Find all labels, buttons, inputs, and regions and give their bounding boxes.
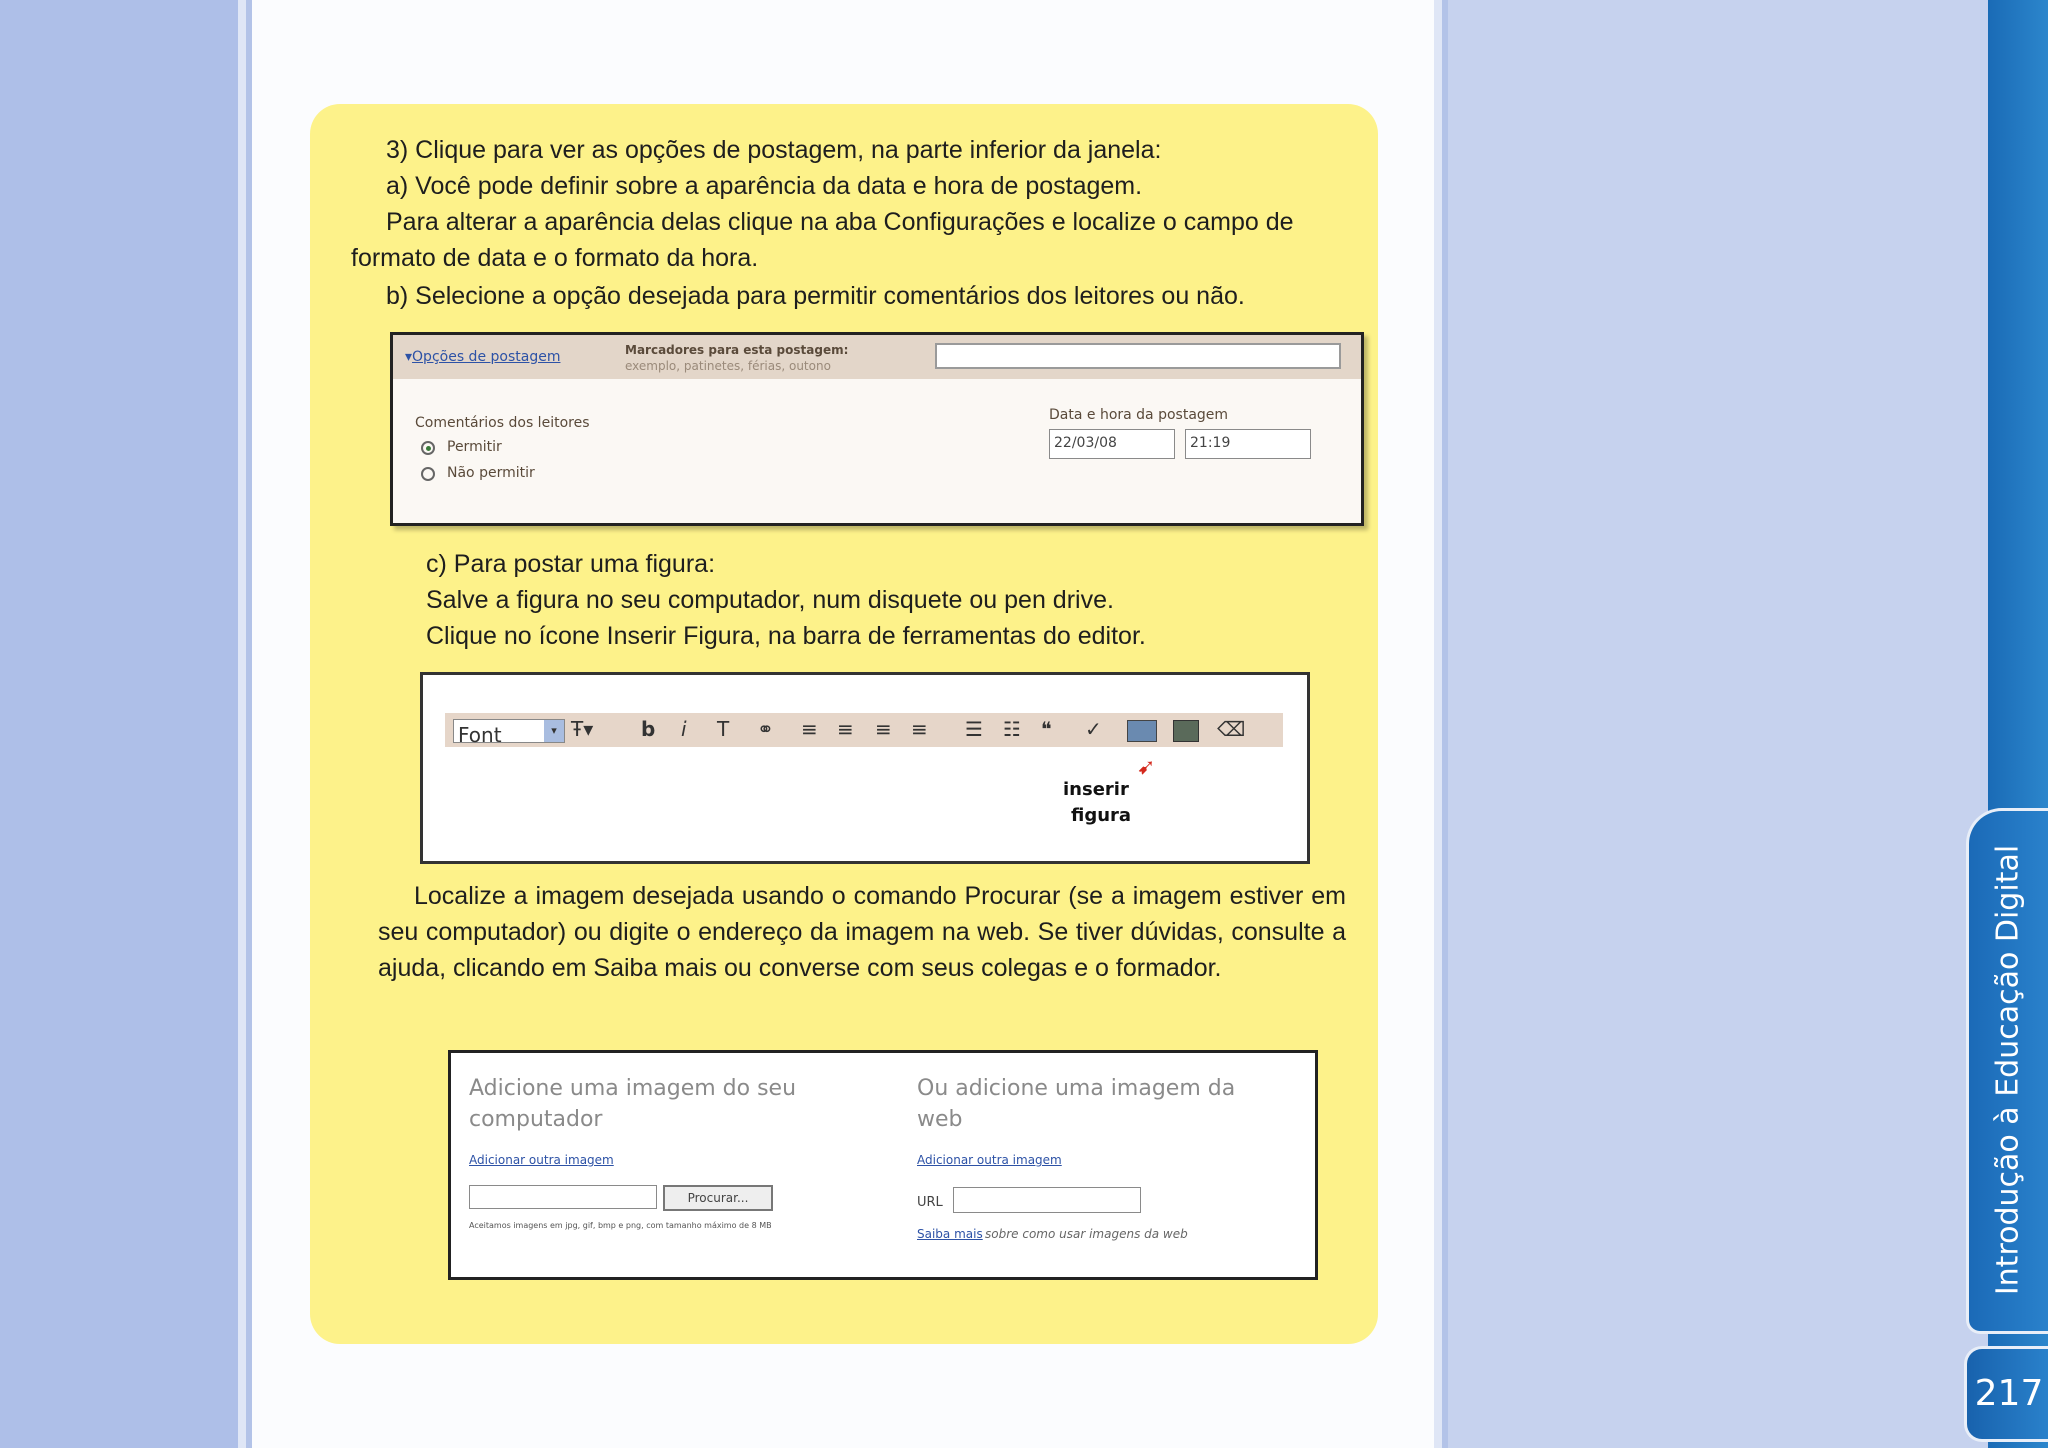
step3-line3: Para alterar a aparência delas clique na aba Configurações e localize o campo de [386, 208, 1294, 236]
divider-right [1434, 0, 1442, 1448]
date-input[interactable] [1049, 429, 1175, 459]
insert-label-line1: inserir [1063, 779, 1129, 800]
bold-icon[interactable]: b [641, 717, 656, 741]
upload-note: Aceitamos imagens em jpg, gif, bmp e png, com tamanho máximo de 8 MB [469, 1221, 772, 1230]
post-options-screenshot [390, 332, 1364, 526]
step3-line1: 3) Clique para ver as opções de postagem, na parte inferior da janela: [386, 136, 1162, 164]
locate-paragraph: Localize a imagem desejada usando o comando Procurar (se a imagem estiver em seu computador) ou digite o endereço da imagem na web. Se tiver dúvidas, consulte a ajuda, clicando em Saiba mais ou converse com seus colegas e o formador. [378, 882, 1346, 982]
divider-left [238, 0, 246, 1448]
disallow-radio[interactable] [421, 467, 435, 481]
time-value: 21:19 [1190, 435, 1231, 451]
local-add-link[interactable]: Adicionar outra imagem [469, 1153, 614, 1167]
chevron-down-icon: ▾ [544, 720, 564, 742]
local-title-line1: Adicione uma imagem do seu [469, 1076, 797, 1101]
right-margin [1448, 0, 1988, 1448]
file-input[interactable] [469, 1185, 657, 1209]
insert-label-line2: figura [1071, 805, 1132, 826]
url-input[interactable] [953, 1187, 1141, 1213]
step3-line5: b) Selecione a opção desejada para permitir comentários dos leitores ou não. [386, 282, 1245, 310]
link-icon[interactable]: ⚭ [757, 717, 774, 741]
url-label: URL [917, 1195, 943, 1210]
align-right-icon[interactable]: ≡ [875, 717, 892, 741]
labels-input[interactable] [935, 343, 1341, 369]
comments-title: Comentários dos leitores [415, 415, 590, 431]
web-title-line2: web [917, 1107, 963, 1132]
browse-label: Procurar... [687, 1191, 749, 1205]
stepc-line3: Clique no ícone Inserir Figura, na barra de ferramentas do editor. [426, 622, 1146, 650]
chapter-title: Introdução à Educação Digital [1990, 844, 2026, 1296]
labels-hint: exemplo, patinetes, férias, outono [625, 359, 831, 373]
eraser-icon[interactable]: ⌫ [1217, 717, 1246, 741]
spellcheck-icon[interactable]: ✓ [1085, 717, 1102, 741]
page-number: 217 [1964, 1346, 2048, 1442]
numbered-list-icon[interactable]: ☰ [965, 717, 983, 741]
allow-radio[interactable] [421, 441, 435, 455]
blockquote-icon[interactable]: ❝ [1041, 717, 1052, 741]
bullet-list-icon[interactable]: ☷ [1003, 717, 1021, 741]
insert-video-icon[interactable] [1173, 720, 1199, 742]
text-color-icon[interactable]: T [717, 717, 730, 741]
disallow-label: Não permitir [447, 465, 535, 481]
italic-icon[interactable]: i [681, 717, 687, 741]
insert-image-icon[interactable] [1127, 720, 1157, 742]
local-title-line2: computador [469, 1107, 603, 1132]
web-title-line1: Ou adicione uma imagem da [917, 1076, 1236, 1101]
more-text: sobre como usar imagens da web [985, 1227, 1188, 1241]
datetime-title: Data e hora da postagem [1049, 407, 1229, 423]
step3-line2: a) Você pode definir sobre a aparência da data e hora de postagem. [386, 172, 1143, 200]
browse-button[interactable] [663, 1185, 773, 1211]
step3-line4: formato de data e o formato da hora. [351, 244, 759, 272]
upload-dialog-screenshot [448, 1050, 1318, 1280]
web-add-link[interactable]: Adicionar outra imagem [917, 1153, 1062, 1167]
allow-label: Permitir [447, 439, 502, 455]
left-margin [0, 0, 238, 1448]
date-value: 22/03/08 [1054, 435, 1117, 451]
stepc-line2: Salve a figura no seu computador, num disquete ou pen drive. [426, 586, 1114, 614]
editor-toolbar [445, 713, 1283, 747]
justify-icon[interactable]: ≡ [911, 717, 928, 741]
font-size-icon[interactable]: Ŧ▾ [571, 717, 594, 741]
time-input[interactable] [1185, 429, 1311, 459]
more-link[interactable]: Saiba mais [917, 1227, 983, 1241]
post-options-link[interactable]: ▾Opções de postagem [405, 349, 561, 365]
editor-toolbar-screenshot [420, 672, 1310, 864]
font-select[interactable] [453, 719, 565, 747]
align-center-icon[interactable]: ≡ [837, 717, 854, 741]
stepc-line1: c) Para postar uma figura: [426, 550, 716, 578]
red-arrow-icon: ➹ [1137, 755, 1156, 780]
labels-title: Marcadores para esta postagem: [625, 343, 849, 357]
align-left-icon[interactable]: ≡ [801, 717, 818, 741]
triangle-down-icon: ▾ [405, 349, 413, 365]
font-select-value: Font [458, 723, 502, 747]
